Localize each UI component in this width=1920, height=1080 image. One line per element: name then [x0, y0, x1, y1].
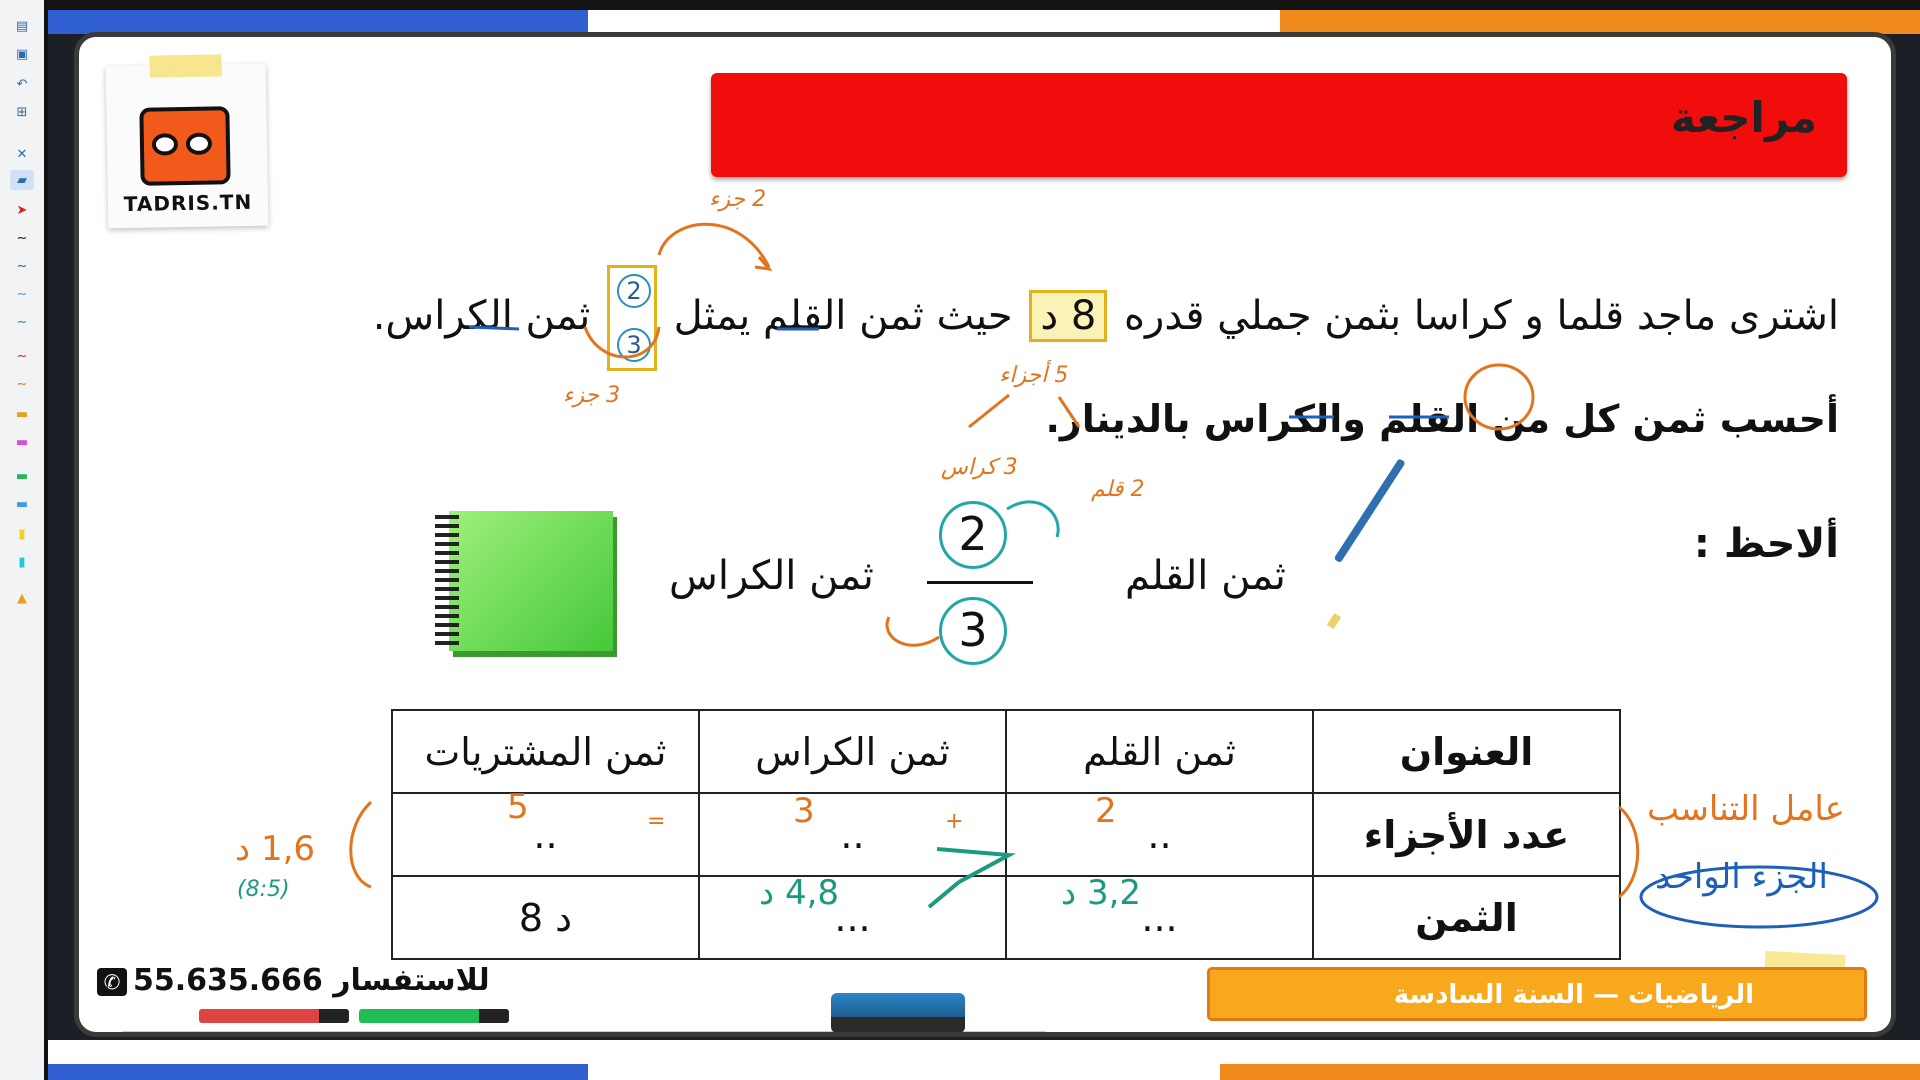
table-header: ثمن الكراس	[699, 710, 1006, 793]
table-cell: ..	[1006, 793, 1313, 876]
pen-black-icon[interactable]: ∼	[16, 230, 28, 246]
annotation-calc: (8:5)	[237, 877, 290, 902]
pen-price-label: ثمن القلم	[1125, 553, 1286, 599]
pen-red-icon[interactable]: ∼	[16, 348, 28, 364]
annotation-one-part: 1,6 د	[235, 829, 316, 869]
green-marker-icon	[359, 1009, 509, 1023]
annotation-top-parts: 2 جزء	[709, 187, 767, 212]
notebook-price-label: ثمن الكراس	[669, 553, 874, 599]
slide-title: مراجعة	[1671, 93, 1817, 142]
board-eraser-icon	[831, 993, 965, 1033]
table-row-header: عدد الأجزاء	[1313, 793, 1620, 876]
price-highlight: 8 د	[1029, 290, 1107, 342]
annotation-bottom-parts: 3 جزء	[563, 383, 621, 408]
save-icon[interactable]: ▣	[15, 46, 29, 62]
eraser-icon[interactable]: ▰	[10, 170, 34, 190]
annotation-plus: +	[945, 809, 964, 834]
annotation-toolbar	[0, 0, 48, 1080]
pointer-icon[interactable]: ➤	[16, 202, 28, 218]
problem-part2: حيث ثمن القلم يمثل	[673, 293, 1013, 339]
annotation-total-parts: 5 أجزاء	[999, 363, 1069, 388]
table-header: ثمن القلم	[1006, 710, 1313, 793]
highlighter-pink-icon[interactable]: ▬	[15, 434, 29, 450]
fraction-denominator: 3	[939, 597, 1007, 665]
folder-icon[interactable]: ▤	[15, 18, 29, 34]
insert-image-icon[interactable]: ⊞	[16, 104, 28, 120]
annotation-pen-2: 2 قلم	[1091, 477, 1145, 502]
table-cell: ..	[699, 793, 1006, 876]
subject-footer	[1207, 967, 1867, 1021]
table-cell: ...	[1006, 876, 1313, 959]
annotation-price-pen: 3,2 د	[1061, 873, 1142, 913]
pen-blue-icon[interactable]: ∼	[16, 258, 28, 274]
observe-label: ألاحظ :	[1693, 521, 1839, 567]
highlighter-green-icon[interactable]: ▬	[15, 468, 29, 484]
subject-footer-text: الرياضيات — السنة السادسة	[1393, 980, 1754, 1010]
annotation-parts-total: 5	[507, 787, 529, 827]
phone-icon: ✆	[97, 968, 127, 996]
pen-lightblue-icon[interactable]: ∼	[16, 286, 28, 302]
pen-teal-icon[interactable]: ∼	[16, 314, 28, 330]
annotation-parts-pen: 2	[1095, 791, 1117, 831]
annotation-unit-part-label: الجزء الواحد	[1655, 857, 1828, 897]
contact-label: للاستفسار	[333, 963, 490, 998]
fraction-box-denominator: 3	[617, 328, 651, 362]
contact-phone: 55.635.666	[133, 963, 323, 998]
table-header: ثمن المشتريات	[392, 710, 699, 793]
highlighter-yellow-icon[interactable]: ▮	[18, 526, 26, 542]
table-cell: ..	[392, 793, 699, 876]
video-stage	[48, 0, 1920, 1080]
bottom-decor-band	[48, 1040, 1920, 1080]
highlighter-orange-icon[interactable]: ▬	[15, 406, 29, 422]
fraction-box-numerator: 2	[617, 274, 651, 308]
question-text: أحسب ثمن كل من القلم والكراس بالدينار.	[1045, 397, 1839, 441]
annotation-equals: =	[647, 809, 666, 834]
problem-part3: ثمن الكراس.	[372, 293, 591, 339]
delete-page-icon[interactable]: ✕	[16, 146, 28, 162]
warning-icon[interactable]: ▲	[17, 590, 27, 606]
table-cell: 8 د	[392, 876, 699, 959]
table-cell: ...	[699, 876, 1006, 959]
problem-part1: اشترى ماجد قلما و كراسا بثمن جملي قدره	[1124, 293, 1839, 339]
highlighter-blue-icon[interactable]: ▬	[15, 496, 29, 512]
red-marker-icon	[199, 1009, 349, 1023]
undo-icon[interactable]: ↶	[16, 76, 28, 92]
contact-line	[97, 963, 490, 998]
pen-orange-icon[interactable]: ∼	[16, 376, 28, 392]
ink-strokes	[79, 37, 1896, 1037]
markers-tray	[199, 1009, 529, 1027]
annotation-parts-notebook: 3	[793, 791, 815, 831]
lesson-slide	[74, 32, 1896, 1037]
fraction-numerator: 2	[939, 501, 1007, 569]
table-header: العنوان	[1313, 710, 1620, 793]
annotation-price-notebook: 4,8 د	[759, 873, 840, 913]
top-decor-band	[48, 0, 1920, 34]
logo-text: TADRIS.TN	[123, 189, 253, 217]
highlighter-cyan-icon[interactable]: ▮	[18, 554, 26, 570]
annotation-notebook-3: 3 كراس	[941, 455, 1018, 480]
table-row-header: الثمن	[1313, 876, 1620, 959]
annotation-factor-label: عامل التناسب	[1647, 789, 1845, 829]
